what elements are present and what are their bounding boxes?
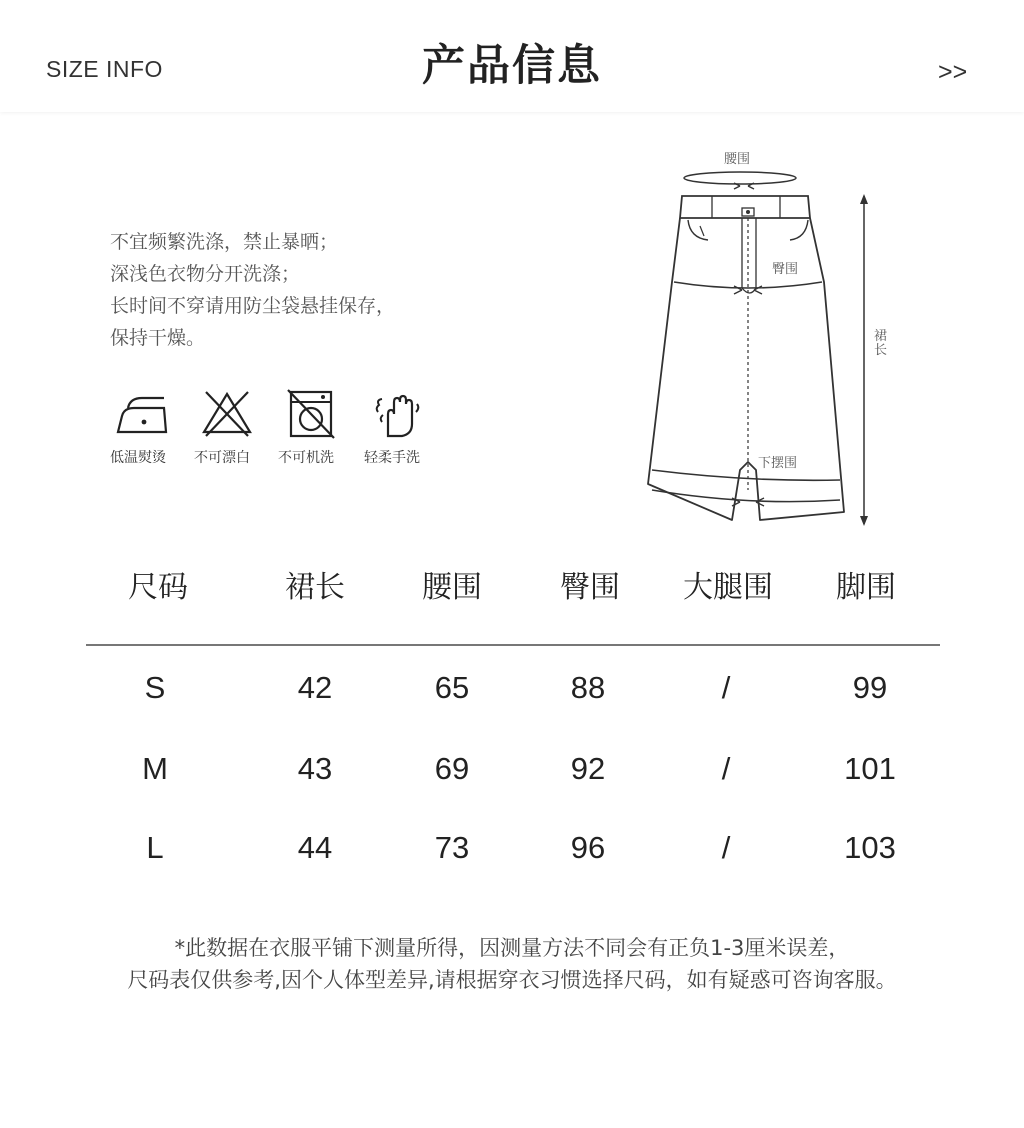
col-header-hip: 臀围	[560, 570, 620, 605]
table-cell: S	[144, 670, 166, 705]
table-cell: 101	[844, 751, 896, 786]
care-line: 深浅色衣物分开洗涤；	[110, 263, 301, 285]
disclaimer-note: *此数据在衣服平铺下测量所得，因测量方法不同会有正负1-3厘米误差，	[174, 936, 850, 960]
icon-label: 低温熨烫	[110, 450, 166, 466]
table-divider	[86, 644, 940, 646]
col-header-waist: 腰围	[422, 570, 482, 605]
table-cell: 103	[844, 830, 896, 865]
table-cell: /	[721, 670, 731, 705]
more-link[interactable]: >>	[938, 58, 968, 86]
table-cell: L	[146, 830, 164, 865]
table-cell: 42	[297, 670, 333, 705]
care-line: 保持干燥。	[110, 327, 206, 349]
table-cell: M	[142, 751, 168, 786]
col-header-length: 裙长	[285, 570, 345, 605]
icon-label: 轻柔手洗	[364, 450, 420, 466]
iron-low-icon	[112, 388, 170, 438]
table-cell: 92	[570, 751, 606, 786]
table-cell: 43	[297, 751, 333, 786]
table-cell: 69	[434, 751, 470, 786]
header-english-title: SIZE INFO	[46, 56, 163, 82]
hand-wash-icon	[372, 388, 424, 440]
care-line: 长时间不穿请用防尘袋悬挂保存，	[110, 295, 396, 317]
waist-measure-line	[684, 172, 796, 184]
col-header-thigh: 大腿围	[683, 570, 773, 605]
table-cell: 44	[297, 830, 333, 865]
waist-label: 腰围	[724, 152, 751, 167]
table-cell: /	[721, 830, 731, 865]
length-label: 裙长	[874, 329, 888, 358]
no-machine-wash-icon	[286, 388, 336, 440]
icon-label: 不可机洗	[278, 450, 334, 466]
icon-label: 不可漂白	[194, 450, 250, 466]
skirt-diagram	[600, 140, 900, 540]
col-header-size: 尺码	[128, 570, 188, 605]
hem-measure-line	[652, 490, 840, 502]
header	[0, 0, 1024, 112]
no-bleach-icon	[200, 388, 254, 438]
table-cell: 73	[434, 830, 470, 865]
care-instructions	[110, 226, 395, 354]
hip-label: 臀围	[772, 262, 799, 277]
hem-label: 下摆围	[758, 456, 798, 471]
table-cell: 99	[852, 670, 888, 705]
table-cell: /	[721, 751, 731, 786]
table-cell: 96	[570, 830, 606, 865]
care-line: 不宜频繁洗涤，禁止暴晒；	[110, 231, 339, 253]
disclaimer-note: 尺码表仅供参考,因个人体型差异,请根据穿衣习惯选择尺码，如有疑惑可咨询客服。	[127, 968, 897, 992]
table-cell: 88	[570, 670, 606, 705]
col-header-hem: 脚围	[836, 570, 896, 605]
table-cell: 65	[434, 670, 470, 705]
page-title: 产品信息	[422, 41, 602, 91]
